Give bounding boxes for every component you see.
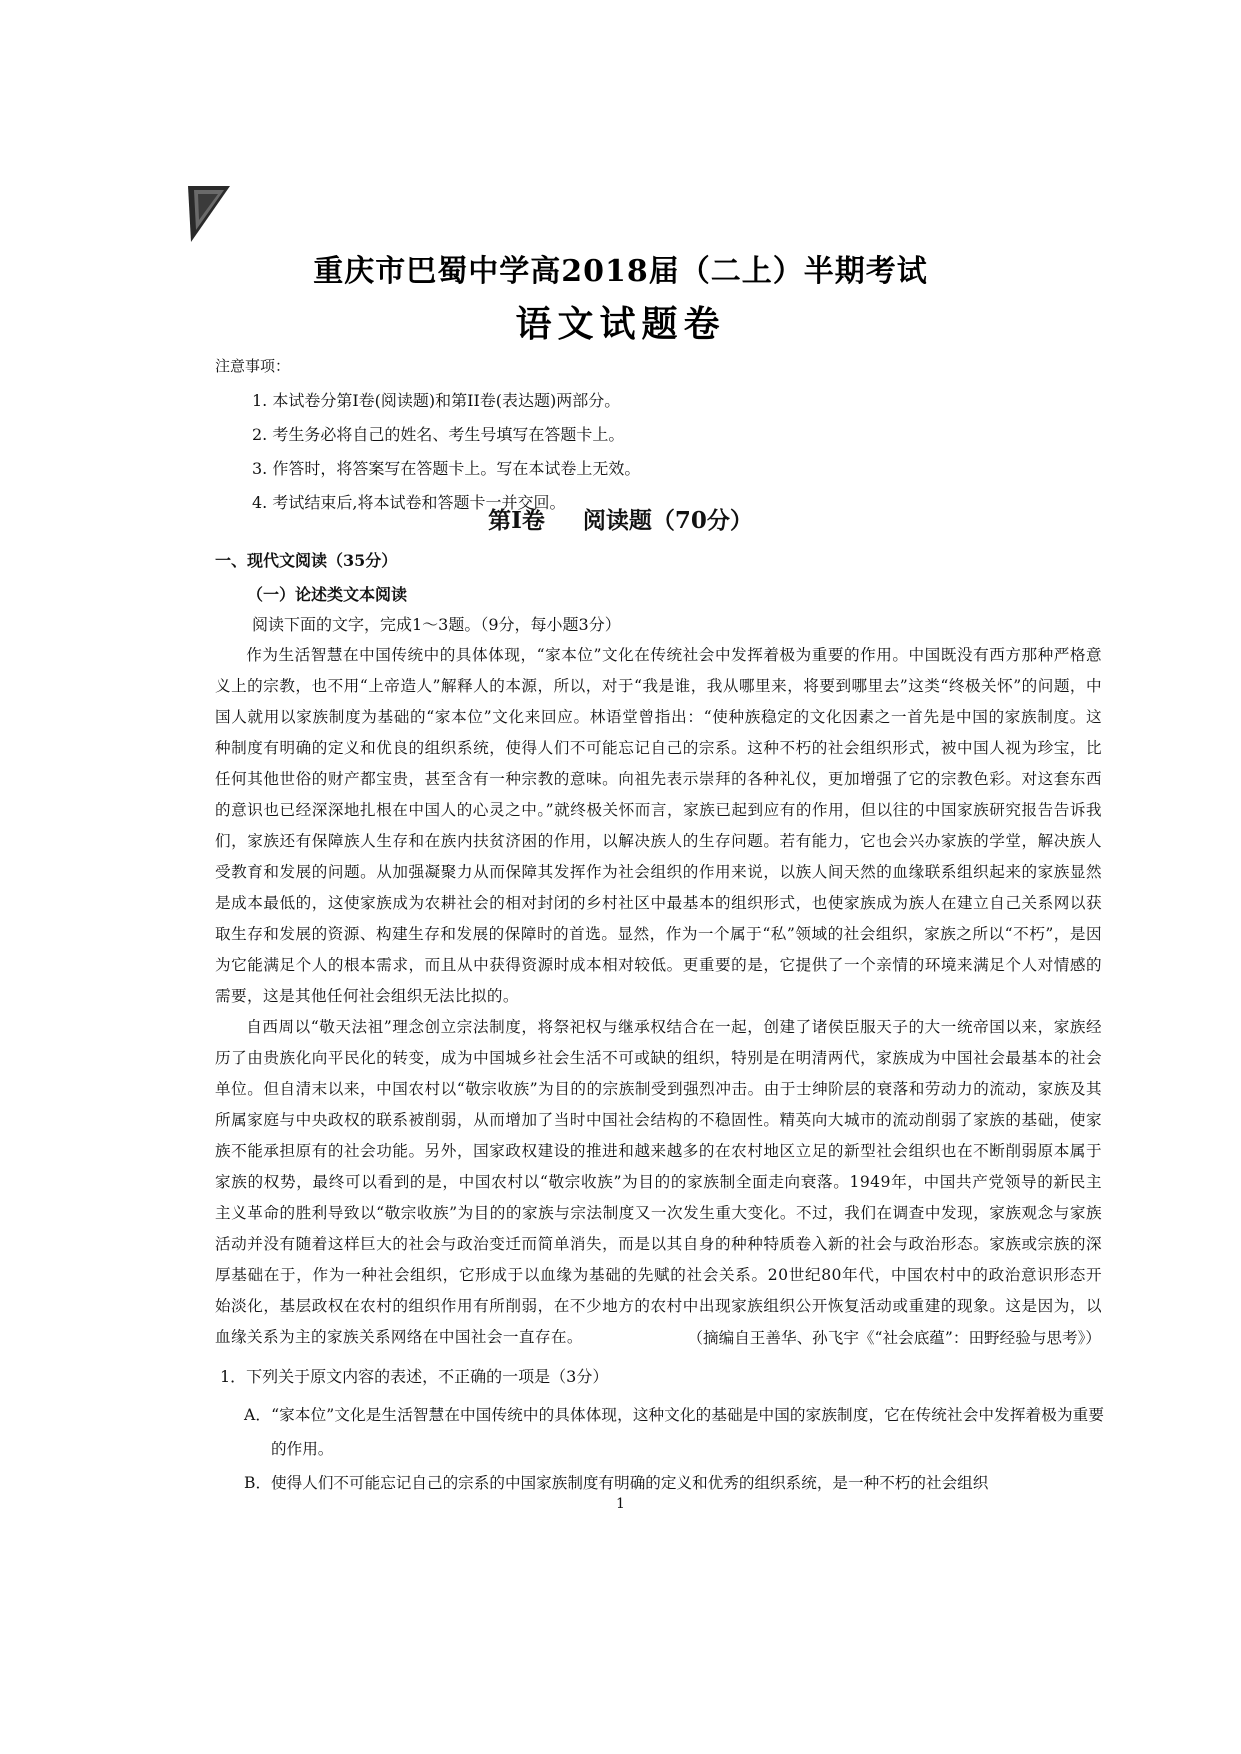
notice-heading: 注意事项： xyxy=(215,357,291,375)
notice-list xyxy=(252,384,640,520)
notice-item: 3. 作答时，将答案写在答题卡上。写在本试卷上无效。 xyxy=(252,459,641,478)
question-stem: 1．下列关于原文内容的表述，不正确的一项是（3分） xyxy=(220,1367,609,1386)
page-number: 1 xyxy=(616,1496,625,1512)
reading-passage xyxy=(215,640,1102,1353)
part-heading xyxy=(0,502,1241,535)
passage-paragraph: 自西周以“敬天法祖”理念创立宗法制度，将祭祀权与继承权结合在一起，创建了诸侯臣服天子的大一统帝国以来，家族经历了由贵族化向平民化的转变，成为中国城乡社会生活不可或缺的组织，特别是在明清两代，家族成为中国社会最基本的社会单位。但自清末以来，中国农村以“敬宗收族”为目的的宗族制受到强烈冲击。由于士绅阶层的衰落和劳动力的流动，家族及其所属家庭与中央政权的联系被削弱，从而增加了当时中国社会结构的不稳固性。精英向大城市的流动削弱了家族的基础，使家族不能承担原有的社会功能。另外，国家政权建设的推进和越来越多的在农村地区立足的新型社会组织也在不断削弱原本属于家族的权势，最终可以看到的是，中国农村以“敬宗收族”为目的的家族制全面走向衰落。1949年，中国共产党领导的新民主主义革命的胜利导致以“敬宗收族”为目的的家族与宗法制度又一次发生重大变化。不过，我们在调查中发现，家族观念与家族活动并没有随着这样巨大的社会与政治变迁而简单消失，而是以其自身的种种特质卷入新的社会与政治形态。家族或宗族的深厚基础在于，作为一种社会组织，它形成于以血缘为基础的先赋的社会关系。20世纪80年代，中国农村中的政治意识形态开始淡化，基层政权在农村的组织作用有所削弱，在不少地方的农村中出现家族组织公开恢复活动或重建的现象。这是因为，以血缘关系为主的家族关系网络在中国社会一直存在。 xyxy=(215,1018,1102,1346)
option-b: B．使得人们不可能忘记自己的宗系的中国家族制度有明确的定义和优秀的组织系统，是一种不朽的社会组织 xyxy=(244,1474,989,1492)
part-title: 阅读题（70分） xyxy=(582,507,753,534)
reading-instruction: 阅读下面的文字，完成1～3题。（9分，每小题3分） xyxy=(252,615,621,634)
notice-item: 4. 考试结束后,将本试卷和答题卡一并交回。 xyxy=(252,493,566,512)
part-label: 第Ⅰ卷 xyxy=(488,507,545,534)
option-a: A．“家本位”文化是生活智慧在中国传统中的具体体现，这种文化的基础是中国的家族制度，它在传统社会中发挥着极为重要的作用。 xyxy=(244,1406,1104,1458)
passage-source: （摘编自王善华、孙飞宇《“社会底蕴”：田野经验与思考》） xyxy=(687,1329,1101,1347)
notice-item: 2. 考生务必将自己的姓名、考生号填写在答题卡上。 xyxy=(252,425,625,444)
corner-registration-mark xyxy=(188,186,230,242)
subsection-heading: （一）论述类文本阅读 xyxy=(247,585,408,604)
passage-paragraph: 作为生活智慧在中国传统中的具体体现，“家本位”文化在传统社会中发挥着极为重要的作用。中国既没有西方那种严格意义上的宗教，也不用“上帝造人”解释人的本源，所以，对于“我是谁，我从哪里来，将要到哪里去”这类“终极关怀”的问题，中国人就用以家族制度为基础的“家本位”文化来回应。林语堂曾指出：“使种族稳定的文化因素之一首先是中国的家族制度。这种制度有明确的定义和优良的组织系统，使得人们不可能忘记自己的宗系。这种不朽的社会组织形式，被中国人视为珍宝，比任何其他世俗的财产都宝贵，甚至含有一种宗教的意味。向祖先表示崇拜的各种礼仪，更加增强了它的宗教色彩。对这套东西的意识也已经深深地扎根在中国人的心灵之中。”就终极关怀而言，家族已起到应有的作用，但以往的中国家族研究报告告诉我们，家族还有保障族人生存和在族内扶贫济困的作用，以解决族人的生存问题。若有能力，它也会兴办家族的学堂，解决族人受教育和发展的问题。从加强凝聚力从而保障其发挥作为社会组织的作用来说，以族人间天然的血缘联系组织起来的家族显然是成本最低的，这使家族成为农耕社会的相对封闭的乡村社区中最基本的组织形式，也使家族成为族人在建立自己关系网以获取生存和发展的资源、构建生存和发展的保障时的首选。显然，作为一个属于“私”领域的社会组织，家族之所以“不朽”，是因为它能满足个人的根本需求，而且从中获得资源时成本相对较低。更重要的是，它提供了一个亲情的环境来满足个人对情感的需要，这是其他任何社会组织无法比拟的。 xyxy=(215,646,1102,1005)
exam-title: 重庆市巴蜀中学高2018届（二上）半期考试 xyxy=(313,254,928,289)
notice-item: 1. 本试卷分第Ⅰ卷(阅读题)和第II卷(表达题)两部分。 xyxy=(252,391,621,410)
exam-subtitle: 语文试题卷 xyxy=(515,303,726,345)
section-heading: 一、现代文阅读（35分） xyxy=(215,551,398,570)
question-options xyxy=(244,1398,1104,1500)
